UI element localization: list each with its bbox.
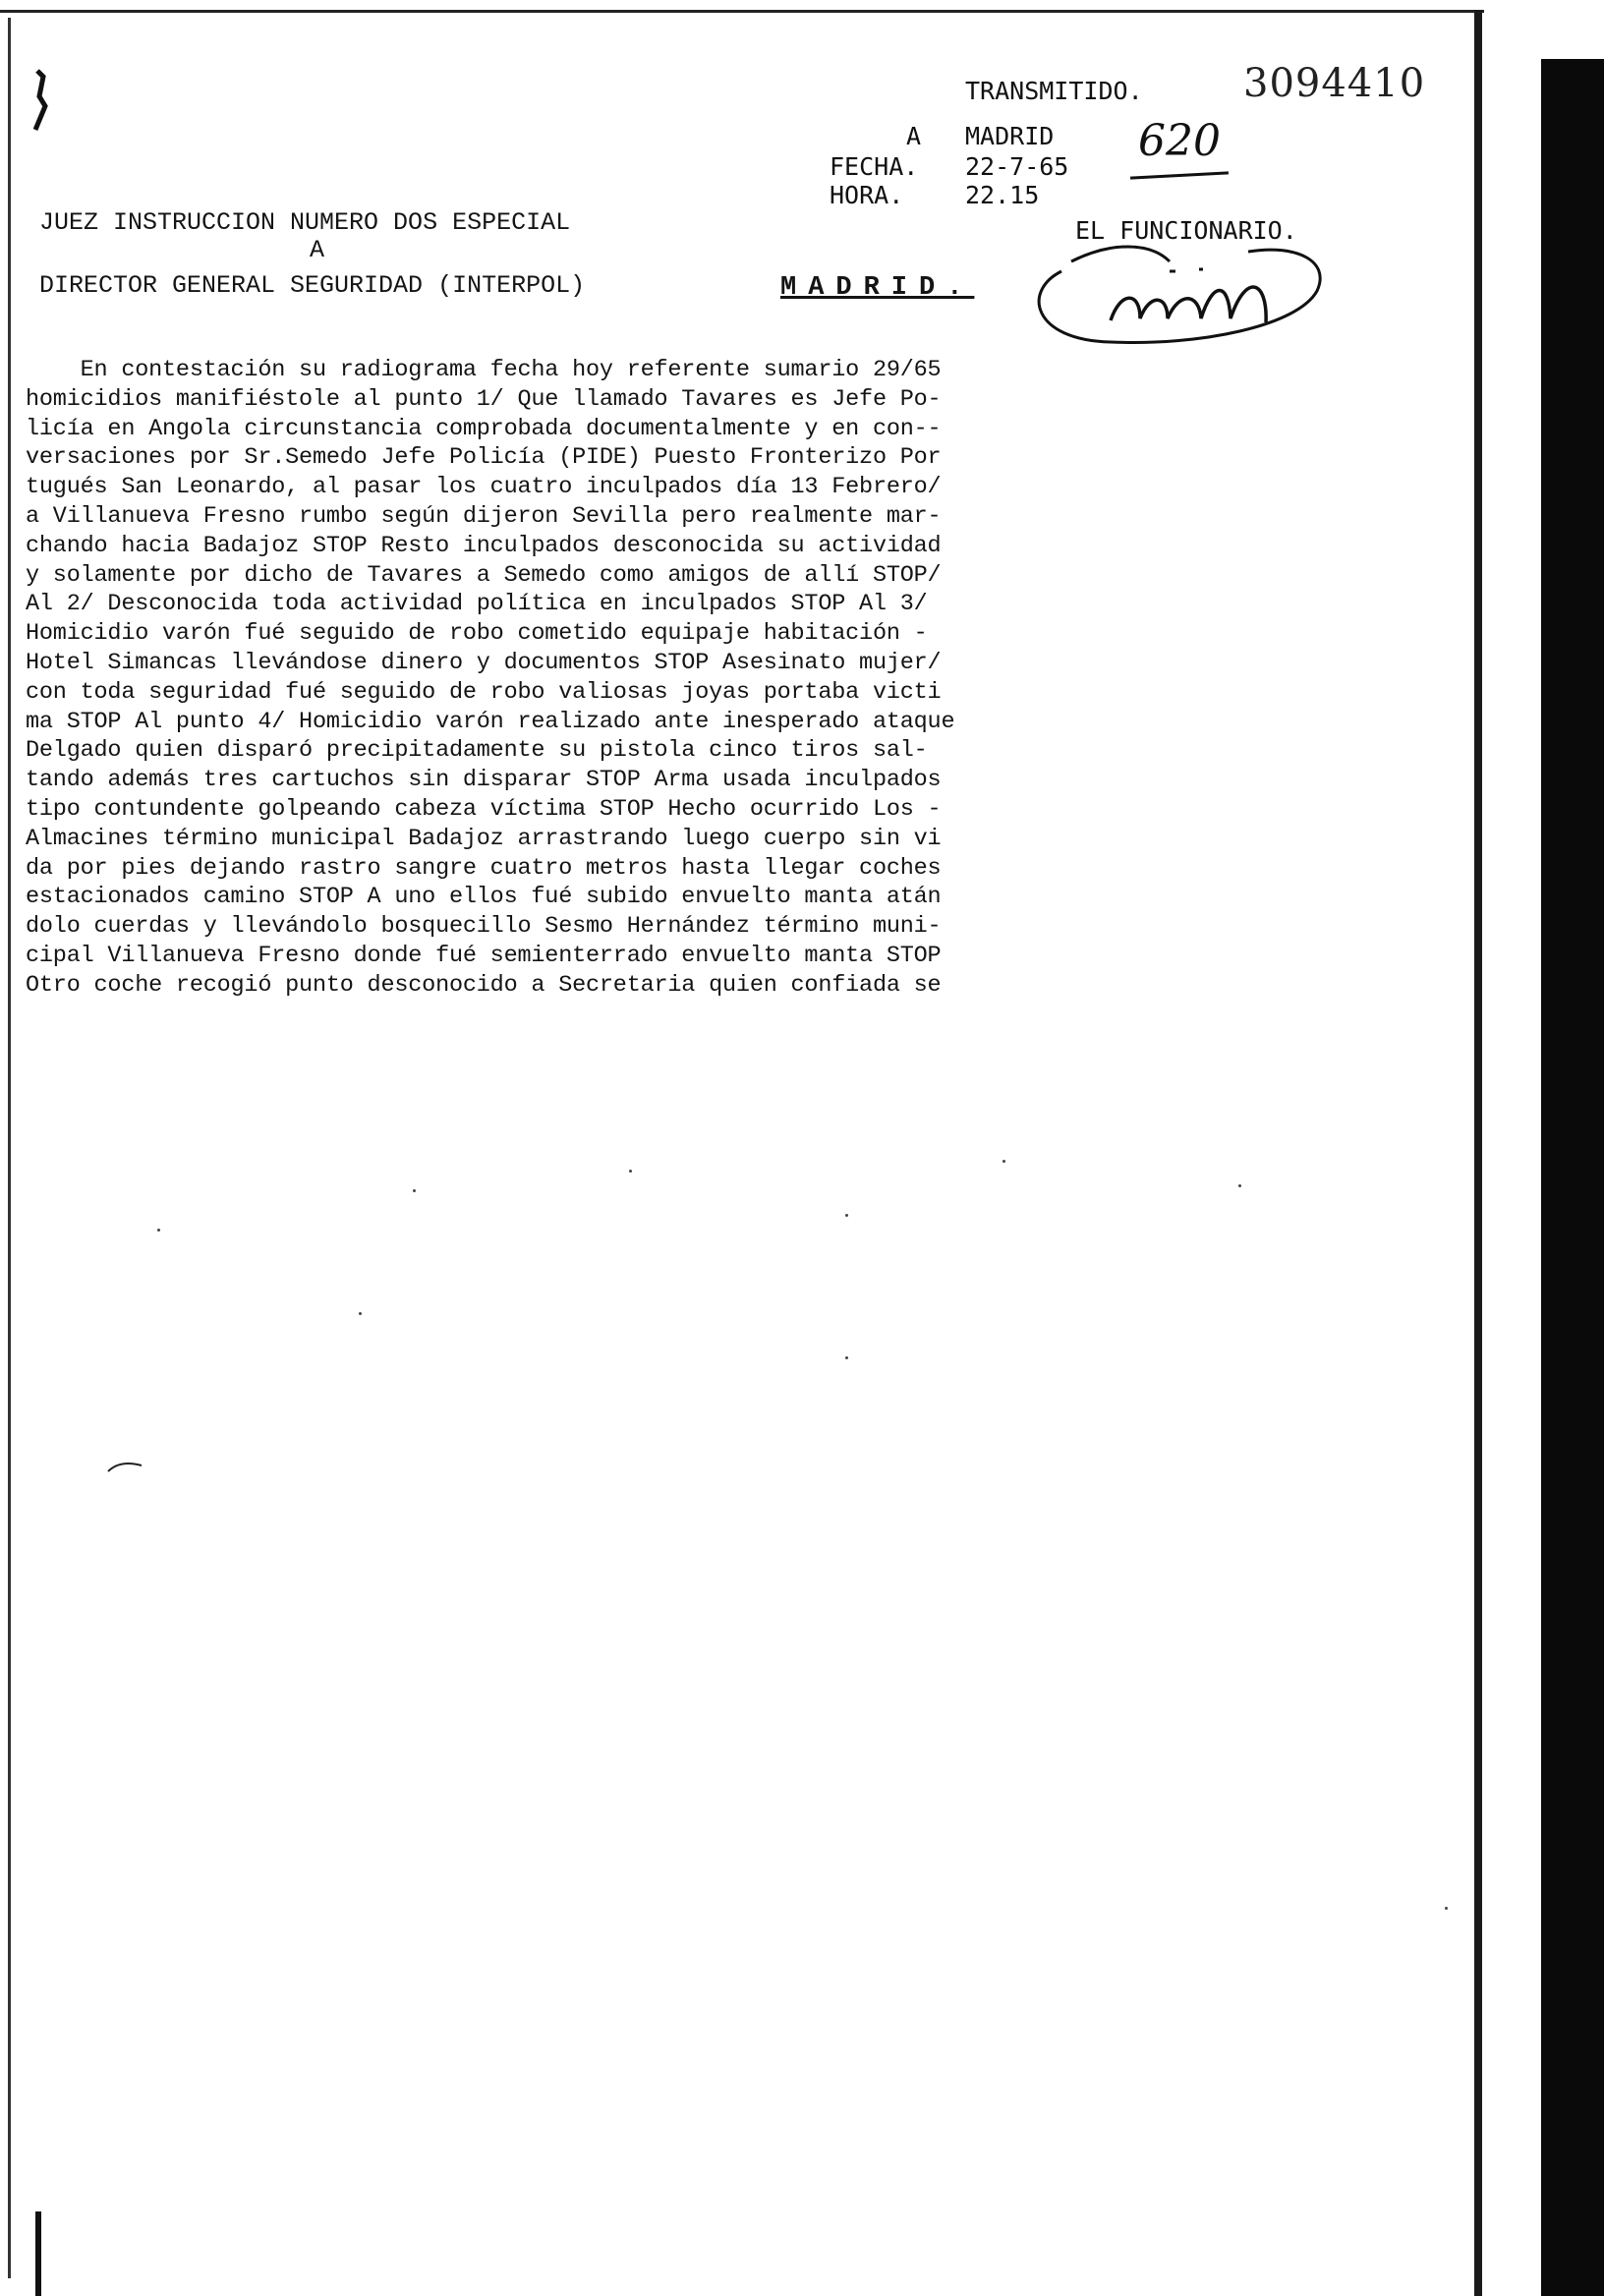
body-line: Almacines término municipal Badajoz arrastrando luego cuerpo sin vi bbox=[26, 825, 942, 852]
scan-speck bbox=[845, 1356, 848, 1359]
message-body bbox=[26, 356, 1343, 1001]
handwritten-underline bbox=[1130, 171, 1229, 179]
scan-speck bbox=[845, 1214, 848, 1217]
body-line: y solamente por dicho de Tavares a Semedo como amigos de allí STOP/ bbox=[26, 561, 942, 589]
scan-right-edge bbox=[1474, 10, 1482, 2296]
official-label: EL FUNCIONARIO. bbox=[1075, 216, 1297, 245]
body-line: licía en Angola circunstancia comprobada documentalmente y en con-- bbox=[26, 415, 942, 442]
binder-mark bbox=[35, 2211, 41, 2296]
body-line: Delgado quien disparó precipitadamente su pistola cinco tiros sal- bbox=[26, 737, 928, 765]
body-line: En contestación su radiograma fecha hoy referente sumario 29/65 bbox=[26, 357, 942, 383]
scan-speck bbox=[1445, 1907, 1448, 1910]
body-line: versaciones por Sr.Semedo Jefe Policía (PIDE) Puesto Fronterizo Por bbox=[26, 444, 942, 472]
body-line: con toda seguridad fué seguido de robo valiosas joyas portaba victi bbox=[26, 678, 942, 706]
body-line: dolo cuerdas y llevándolo bosquecillo Sesmo Hernández término muni- bbox=[26, 913, 942, 941]
body-line: tipo contundente golpeando cabeza víctima STOP Hecho ocurrido Los - bbox=[26, 795, 942, 823]
scan-speck bbox=[1002, 1160, 1005, 1163]
scan-left-border bbox=[8, 18, 11, 2278]
body-line: estacionados camino STOP A uno ellos fué subido envuelto manta atán bbox=[26, 884, 942, 911]
destination-city: MADRID bbox=[965, 122, 1055, 150]
scan-speck bbox=[1238, 1184, 1241, 1187]
body-line: ma STOP Al punto 4/ Homicidio varón realizado ante inesperado ataque bbox=[26, 708, 955, 735]
scan-speck bbox=[629, 1170, 632, 1173]
body-line: homicidios manifiéstole al punto 1/ Que llamado Tavares es Jefe Po- bbox=[26, 385, 942, 413]
scan-speck bbox=[359, 1312, 362, 1315]
scan-stray-stroke bbox=[106, 1458, 145, 1473]
body-line: a Villanueva Fresno rumbo según dijeron Sevilla pero realmente mar- bbox=[26, 502, 942, 530]
date-label: FECHA. bbox=[830, 152, 919, 181]
body-line: da por pies dejando rastro sangre cuatro metros hasta llegar coches bbox=[26, 854, 942, 882]
destination-prefix: A bbox=[906, 122, 922, 150]
official-signature bbox=[1002, 232, 1346, 350]
recipient-line: DIRECTOR GENERAL SEGURIDAD (INTERPOL) bbox=[39, 271, 586, 300]
document-serial-number: 3094410 bbox=[1243, 61, 1426, 106]
margin-ink-mark bbox=[28, 67, 57, 136]
body-line: tando además tres cartuchos sin disparar STOP Arma usada inculpados bbox=[26, 767, 942, 794]
body-line: cipal Villanueva Fresno donde fué semienterrado envuelto manta STOP bbox=[26, 942, 942, 969]
recipient-city: MADRID. bbox=[780, 273, 975, 303]
scan-top-border bbox=[0, 10, 1484, 13]
body-line: Homicidio varón fué seguido de robo cometido equipaje habitación - bbox=[26, 620, 928, 648]
time-label: HORA. bbox=[830, 181, 904, 209]
body-line: chando hacia Badajoz STOP Resto inculpados desconocida su actividad bbox=[26, 532, 942, 559]
transmission-label: TRANSMITIDO. bbox=[965, 77, 1143, 105]
body-line: tugués San Leonardo, al pasar los cuatro inculpados día 13 Febrero/ bbox=[26, 474, 942, 501]
time-value: 22.15 bbox=[965, 181, 1040, 209]
handwritten-number: 620 bbox=[1138, 116, 1221, 166]
scan-speck bbox=[413, 1189, 416, 1192]
scan-right-shadow bbox=[1541, 59, 1604, 2296]
scan-speck bbox=[157, 1229, 160, 1232]
body-line: Al 2/ Desconocida toda actividad política en inculpados STOP Al 3/ bbox=[26, 591, 928, 618]
date-value: 22-7-65 bbox=[965, 152, 1069, 181]
sender-line: JUEZ INSTRUCCION NUMERO DOS ESPECIAL bbox=[39, 208, 571, 237]
body-line: Otro coche recogió punto desconocido a Secretaria quien confiada se bbox=[26, 971, 942, 999]
body-line: Hotel Simancas llevándose dinero y documentos STOP Asesinato mujer/ bbox=[26, 649, 942, 676]
to-word: A bbox=[310, 236, 325, 264]
